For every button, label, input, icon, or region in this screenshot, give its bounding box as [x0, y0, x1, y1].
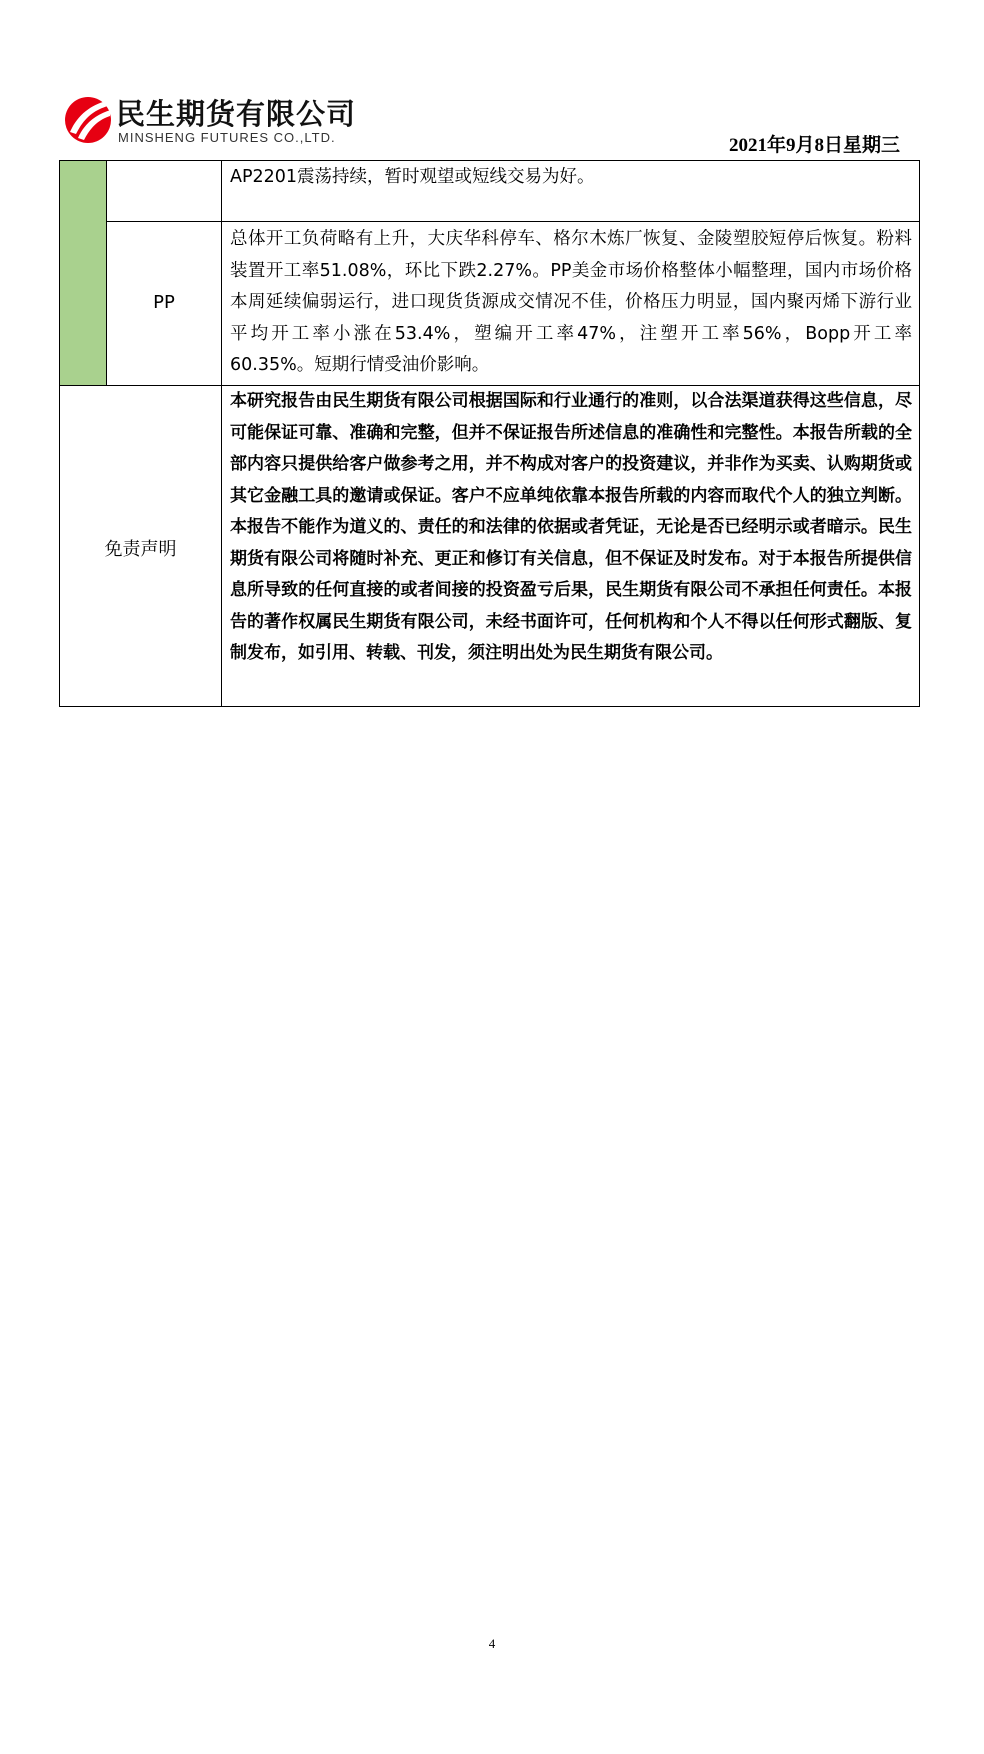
ap-content: AP2201震荡持续，暂时观望或短线交易为好。 [230, 167, 595, 187]
pp-content: 总体开工负荷略有上升，大庆华科停车、格尔木炼厂恢复、金陵塑胶短停后恢复。粉料装置开工率51.08%，环比下跌2.27%。PP美金市场价格整体小幅整理，国内市场价格本周延续偏弱运行，进口现货货源成交情况不佳，价格压力明显，国内聚丙烯下游行业平均开工率小涨在53.4%，塑编开工率47%，注塑开工率56%，Bopp开工率60.35%。短期行情受油价影响。 [230, 229, 912, 375]
section-color-bar [59, 160, 107, 386]
page-number: 4 [488, 1636, 496, 1651]
report-date: 2021年9月8日星期三 [728, 135, 900, 156]
company-name-en: MINSHENG FUTURES CO.,LTD. [118, 130, 336, 145]
company-name-cn: 民生期货有限公司 [116, 97, 357, 131]
disclaimer-content: 本研究报告由民生期货有限公司根据国际和行业通行的准则，以合法渠道获得这些信息，尽可能保证可靠、准确和完整，但并不保证报告所述信息的准确性和完整性。本报告所载的全部内容只提供给客户做参考之用，并不构成对客户的投资建议，并非作为买卖、认购期货或其它金融工具的邀请或保证。客户不应单纯依靠本报告所载的内容而取代个人的独立判断。本报告不能作为道义的、责任的和法律的依据或者凭证，无论是否已经明示或者暗示。民生期货有限公司将随时补充、更正和修订有关信息，但不保证及时发布。对于本报告所提供信息所导致的任何直接的或者间接的投资盈亏后果，民生期货有限公司不承担任何责任。本报告的著作权属民生期货有限公司，未经书面许可，任何机构和个人不得以任何形式翻版、复制发布，如引用、转载、刊发，须注明出处为民生期货有限公司。 [230, 391, 912, 663]
disclaimer-label: 免责声明 [104, 539, 177, 560]
report-table [0, 0, 984, 720]
table-row [106, 160, 222, 222]
pp-label: PP [153, 292, 175, 313]
